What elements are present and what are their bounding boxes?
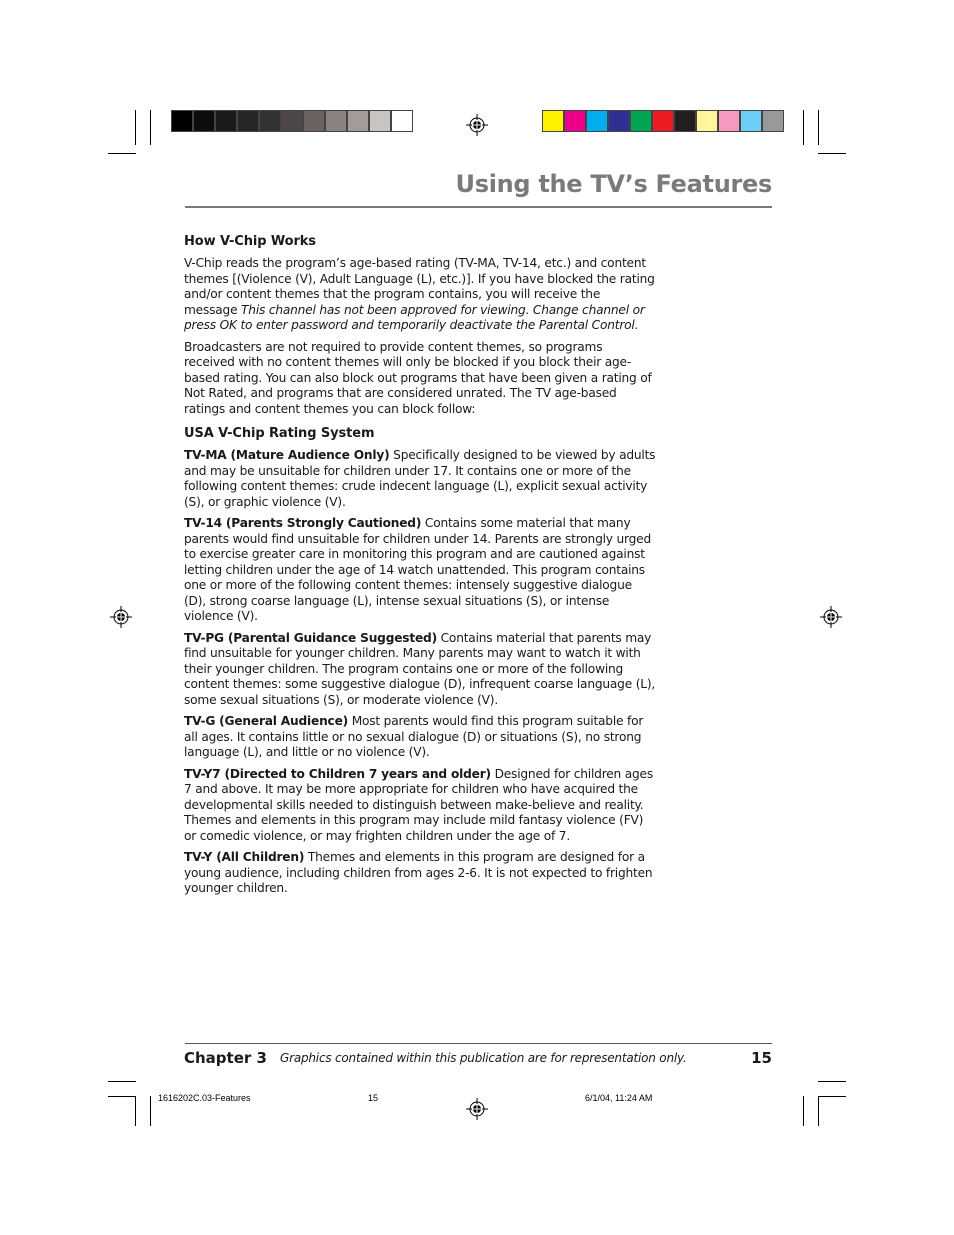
calibration-swatch — [696, 110, 718, 132]
slug-timestamp: 6/1/04, 11:24 AM — [585, 1093, 653, 1103]
calibration-swatch — [325, 110, 347, 132]
rating-item-tv-y — [184, 850, 656, 897]
rating-item-tv-y7 — [184, 767, 656, 845]
crop-mark — [108, 153, 136, 154]
footer-disclaimer: Graphics contained within this publication are for representation only. — [280, 1051, 687, 1065]
crop-mark — [803, 1096, 804, 1126]
paragraph-text: Broadcasters are not required to provide content themes, so programs received with no content themes will only be blocked if you block their age-based rating. You can also block out programs that have been given a rating of Not Rated, and programs that are considered unrated. The TV age-based ratings and content themes you can block follow: — [184, 339, 652, 416]
calibration-swatch — [740, 110, 762, 132]
main-content — [184, 233, 656, 903]
calibration-swatch — [391, 110, 413, 132]
rating-term: TV-14 (Parents Strongly Cautioned) — [184, 516, 422, 530]
crop-mark — [803, 110, 804, 145]
registration-mark-icon — [820, 606, 842, 628]
slug-filename: 1616202C.03-Features — [158, 1093, 251, 1103]
section-heading-usa-vchip-rating-system: USA V-Chip Rating System — [184, 426, 375, 441]
section-heading-how-vchip-works: How V-Chip Works — [184, 234, 316, 249]
rating-item-tv-g — [184, 714, 656, 761]
rating-description: Contains some material that many parents would find unsuitable for children under 14. Parents are strongly urged to exercise greater care in monitoring this program and are cautioned against letting children under the age of 14 watch unattended. This program contains one or more of the following content themes: intensely suggestive dialogue (D), strong coarse language (L), intense sexual situations (S), or intense violence (V). — [184, 516, 651, 623]
crop-mark — [108, 1081, 136, 1082]
rating-term: TV-Y (All Children) — [184, 850, 305, 864]
calibration-swatch — [608, 110, 630, 132]
rating-item-tv-14 — [184, 516, 656, 625]
rating-description: Themes and elements in this program are designed for a young audience, including children from ages 2-6. It is not expected to frighten younger children. — [184, 850, 653, 895]
page-title: Using the TV’s Features — [455, 170, 772, 198]
rating-term: TV-Y7 (Directed to Children 7 years and older) — [184, 766, 491, 781]
rating-description: Contains material that parents may find unsuitable for younger children. Many parents may want to watch it with their younger children. The program contains one or more of the following content themes: some suggestive dialogue (D), infrequent coarse language (L), some sexual situations (S), or moderate violence (V). — [184, 630, 656, 707]
footer-divider — [185, 1043, 772, 1044]
crop-mark — [108, 1096, 136, 1097]
paragraph-text: V-Chip reads the program’s age-based rating (TV-MA, TV-14, etc.) and content themes [(Violence (V), Adult Language (L), etc.)]. If you have blocked the rating and/or content themes that the program contains, you will receive the message — [184, 256, 655, 317]
calibration-swatch — [762, 110, 784, 132]
calibration-swatch — [347, 110, 369, 132]
calibration-swatch — [630, 110, 652, 132]
rating-description: Designed for children ages 7 and above. It may be more appropriate for children who have acquired the developmental skills needed to distinguish between make-believe and reality. Themes and elements in this program may include mild fantasy violence (FV) or comedic violence, or may frighten children under the age of 7. — [184, 766, 654, 843]
crop-mark — [135, 1096, 136, 1126]
rating-term: TV-MA (Mature Audience Only) — [184, 448, 390, 462]
calibration-swatch — [652, 110, 674, 132]
color-calibration-strip — [542, 110, 784, 132]
calibration-swatch — [303, 110, 325, 132]
paragraph — [184, 256, 656, 334]
calibration-swatch — [281, 110, 303, 132]
calibration-swatch — [171, 110, 193, 132]
calibration-swatch — [542, 110, 564, 132]
registration-mark-icon — [110, 606, 132, 628]
calibration-swatch — [193, 110, 215, 132]
calibration-swatch — [259, 110, 281, 132]
crop-mark — [150, 110, 151, 145]
paragraph — [184, 340, 656, 418]
slug-page: 15 — [368, 1093, 379, 1103]
registration-mark-icon — [466, 114, 488, 136]
crop-mark — [818, 1096, 819, 1126]
rating-description: Most parents would find this program suitable for all ages. It contains little or no sexual dialogue (D) or situations (S), no strong language (L), and little or no violence (V). — [184, 714, 644, 759]
header-divider — [185, 206, 772, 208]
rating-description: Specifically designed to be viewed by adults and may be unsuitable for children under 17. It contains one or more of the following content themes: crude indecent language (L), explicit sexual activity (S), or graphic violence (V). — [184, 448, 656, 509]
onscreen-message: This channel has not been approved for viewing. Change channel or press OK to enter password and temporarily deactivate the Parental Control. — [184, 302, 645, 332]
calibration-swatch — [564, 110, 586, 132]
rating-item-tv-ma — [184, 448, 656, 510]
rating-term: TV-G (General Audience) — [184, 714, 349, 728]
crop-mark — [150, 1096, 151, 1126]
crop-mark — [818, 153, 846, 154]
rating-item-tv-pg — [184, 631, 656, 709]
crop-mark — [135, 110, 136, 145]
crop-mark — [818, 1096, 846, 1097]
calibration-swatch — [674, 110, 696, 132]
footer-chapter-label: Chapter 3 — [184, 1049, 267, 1067]
calibration-swatch — [237, 110, 259, 132]
grayscale-calibration-strip — [171, 110, 413, 132]
calibration-swatch — [215, 110, 237, 132]
calibration-swatch — [369, 110, 391, 132]
page-number: 15 — [751, 1049, 772, 1067]
registration-mark-icon — [466, 1098, 488, 1120]
rating-term: TV-PG (Parental Guidance Suggested) — [184, 630, 437, 645]
crop-mark — [818, 1081, 846, 1082]
calibration-swatch — [718, 110, 740, 132]
crop-mark — [818, 110, 819, 145]
calibration-swatch — [586, 110, 608, 132]
